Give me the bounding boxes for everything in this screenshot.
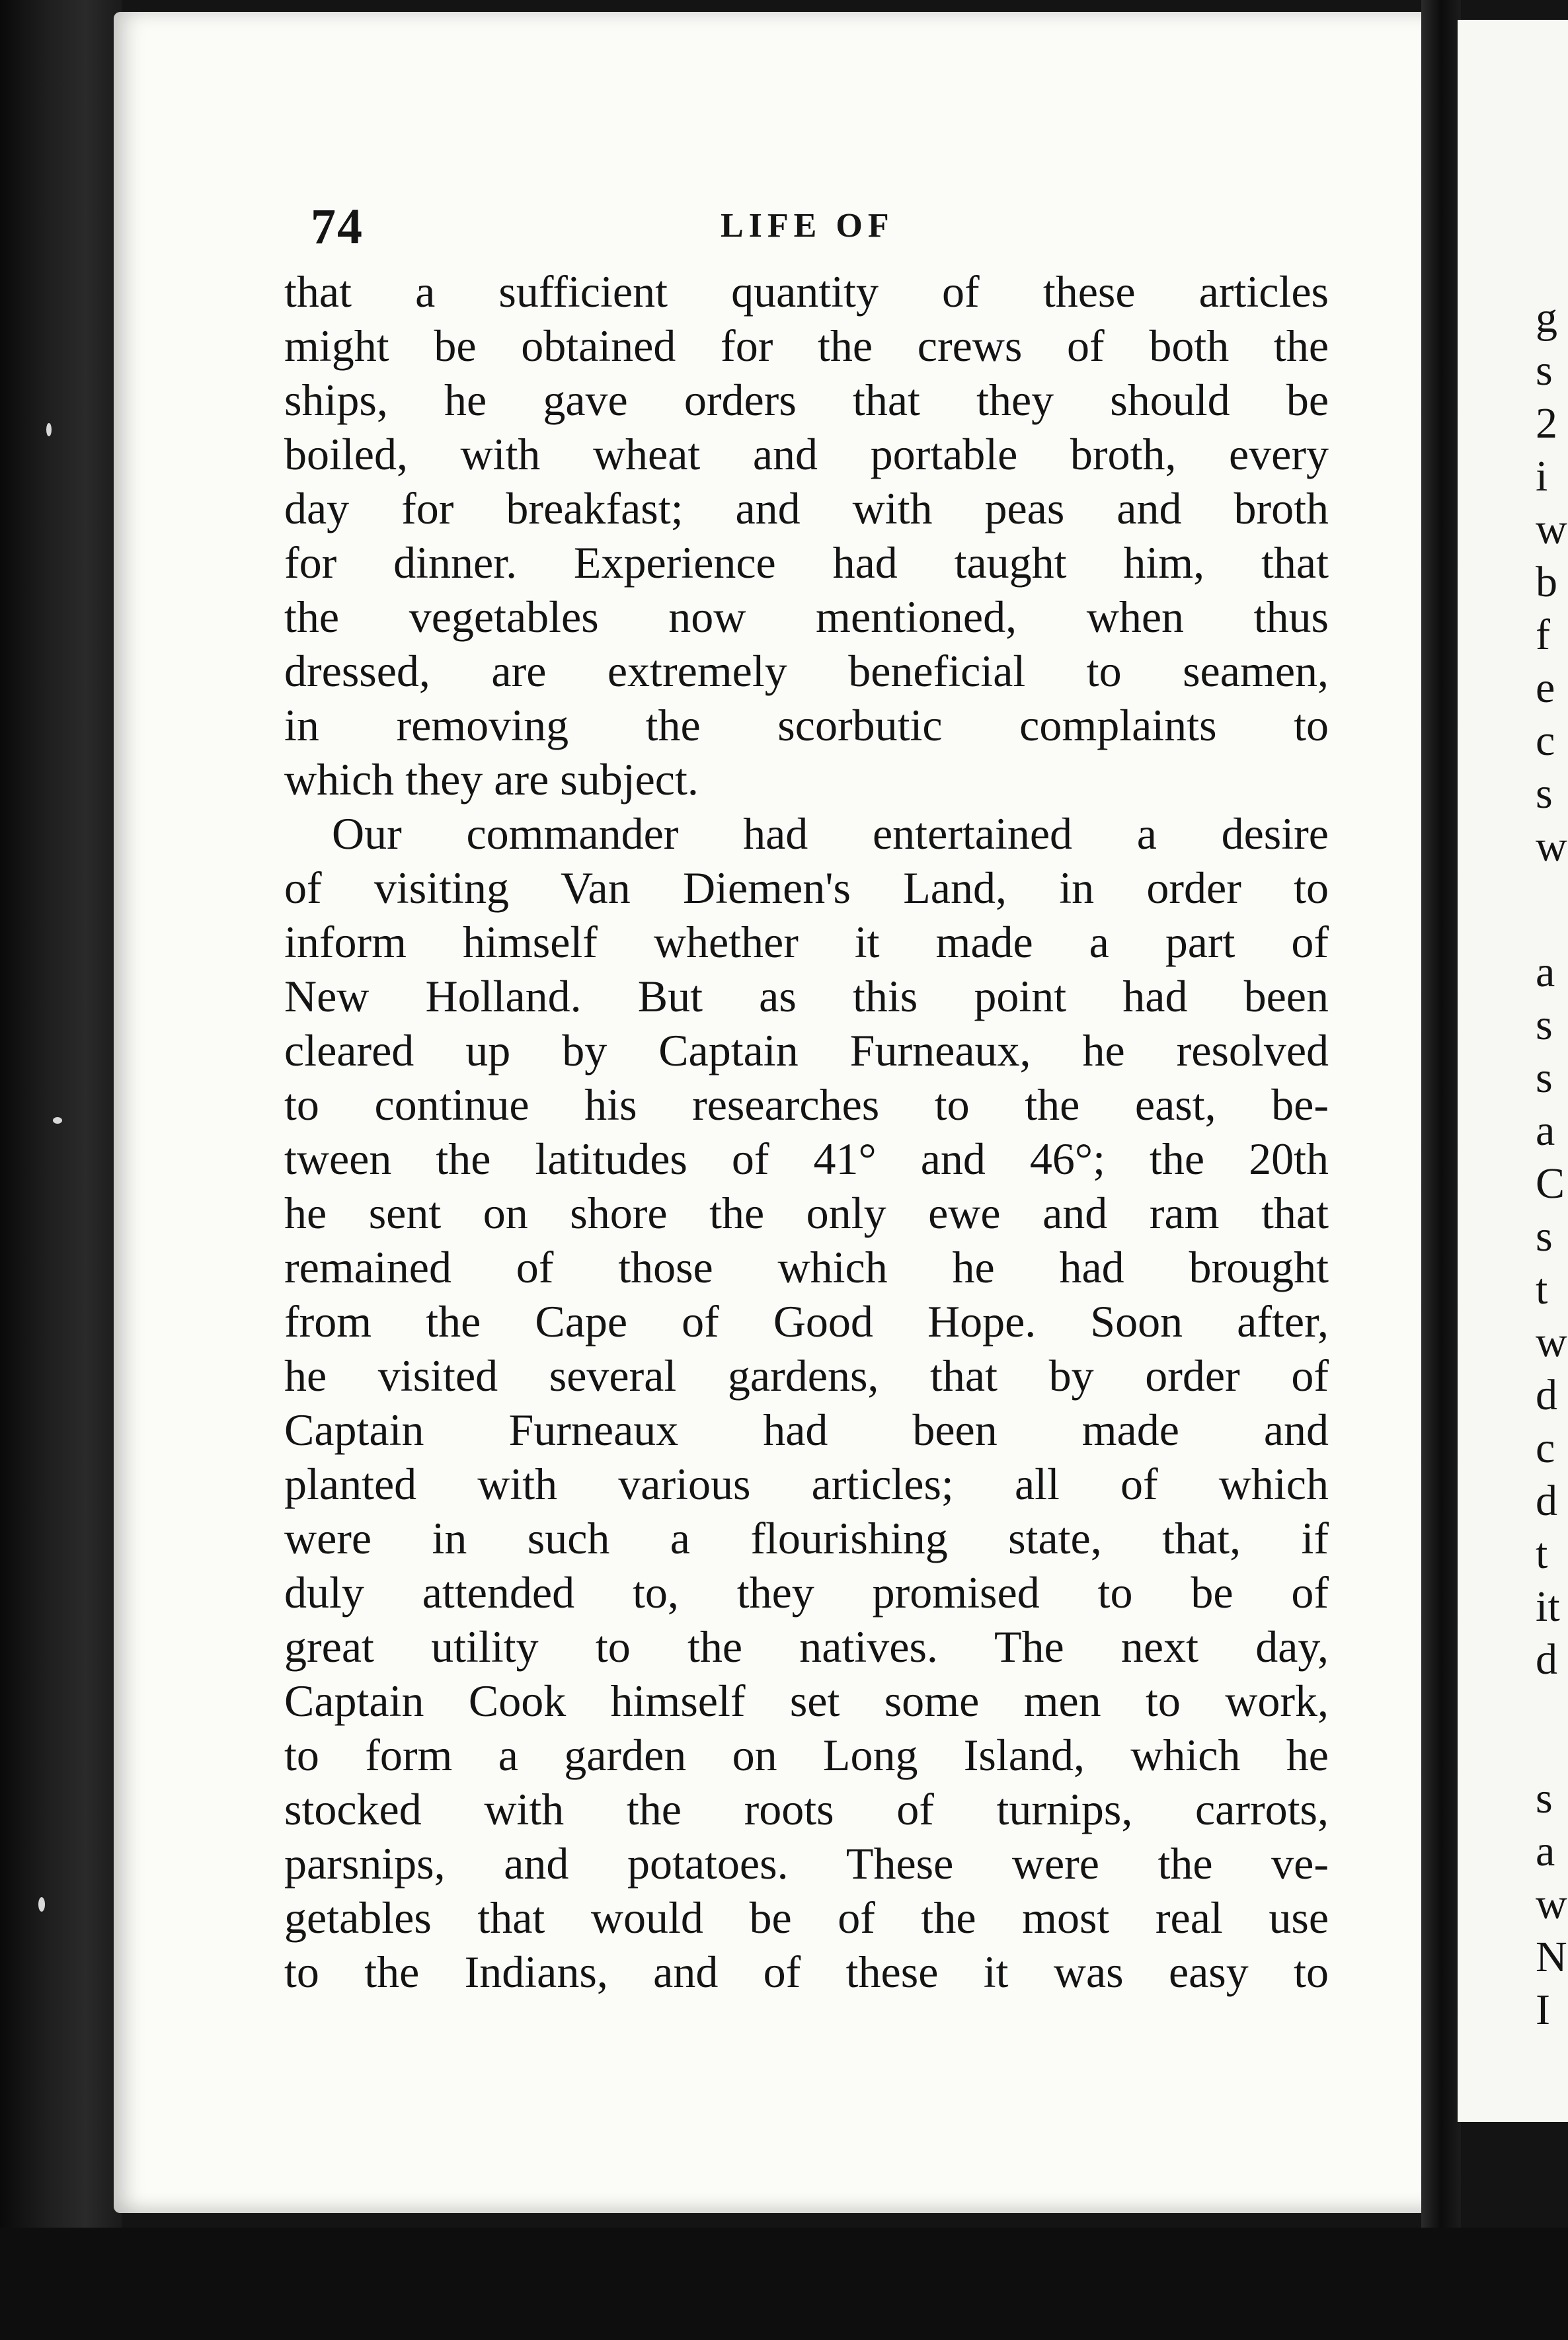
text-line: the vegetables now mentioned, when thus xyxy=(284,592,1329,642)
facing-page-fragment: s xyxy=(1536,1212,1553,1261)
facing-page-fragment: it xyxy=(1536,1582,1560,1631)
text-line: that a sufficient quantity of these articles xyxy=(284,266,1329,317)
page-gutter xyxy=(1421,0,1461,2340)
facing-page-fragment: i xyxy=(1536,452,1548,500)
facing-page-fragment: e xyxy=(1536,664,1555,712)
facing-page-fragment: w xyxy=(1536,505,1567,553)
text-line: for dinner. Experience had taught him, that xyxy=(284,537,1329,588)
text-line: getables that would be of the most real use xyxy=(284,1892,1329,1943)
text-line: which they are subject. xyxy=(284,754,699,804)
facing-page-fragment: a xyxy=(1536,948,1555,996)
text-line: might be obtained for the crews of both the xyxy=(284,321,1329,371)
text-line: New Holland. But as this point had been xyxy=(284,971,1329,1021)
facing-page-fragment: c xyxy=(1536,717,1555,765)
scan-background-bottom xyxy=(0,2228,1568,2340)
facing-page-fragment: d xyxy=(1536,1477,1557,1525)
facing-page-edge xyxy=(1458,20,1568,2122)
text-line: duly attended to, they promised to be of xyxy=(284,1567,1329,1618)
text-line: of visiting Van Diemen's Land, in order to xyxy=(284,863,1329,913)
facing-page-fragment: d xyxy=(1536,1635,1557,1684)
facing-page-fragment: s xyxy=(1536,769,1553,818)
facing-page-fragment: t xyxy=(1536,1265,1548,1313)
facing-page-fragment: b xyxy=(1536,558,1557,606)
text-line: were in such a flourishing state, that, if xyxy=(284,1513,1329,1563)
facing-page-fragment: N xyxy=(1536,1933,1567,1981)
facing-page-fragment: s xyxy=(1536,346,1553,395)
text-line: to form a garden on Long Island, which he xyxy=(284,1730,1329,1780)
text-line: cleared up by Captain Furneaux, he resolved xyxy=(284,1025,1329,1075)
facing-page-fragment: w xyxy=(1536,1318,1567,1366)
text-line: dressed, are extremely beneficial to seamen, xyxy=(284,646,1329,696)
facing-page-fragment: s xyxy=(1536,1001,1553,1049)
book-binding-shadow xyxy=(0,0,122,2340)
binding-speck xyxy=(46,423,52,436)
facing-page-fragment: f xyxy=(1536,611,1550,659)
text-line: inform himself whether it made a part of xyxy=(284,917,1329,967)
text-line: day for breakfast; and with peas and broth xyxy=(284,483,1329,533)
binding-speck xyxy=(53,1117,62,1124)
facing-page-fragment: 2 xyxy=(1536,399,1557,448)
text-line: boiled, with wheat and portable broth, every xyxy=(284,429,1329,479)
facing-page-fragment: d xyxy=(1536,1371,1557,1419)
text-line: Captain Furneaux had been made and xyxy=(284,1405,1329,1455)
facing-page-fragment: w xyxy=(1536,1880,1567,1928)
text-line: he visited several gardens, that by order of xyxy=(284,1350,1329,1401)
text-line: to the Indians, and of these it was easy to xyxy=(284,1947,1329,1997)
text-line: remained of those which he had brought xyxy=(284,1242,1329,1292)
binding-speck xyxy=(38,1897,45,1912)
facing-page-fragment: c xyxy=(1536,1424,1555,1472)
text-line: stocked with the roots of turnips, carrots, xyxy=(284,1784,1329,1834)
facing-page-fragment: I xyxy=(1536,1986,1550,2034)
text-line: tween the latitudes of 41° and 46°; the 20th xyxy=(284,1134,1329,1184)
paragraph-start-line: Our commander had entertained a desire xyxy=(332,808,1329,859)
text-line: from the Cape of Good Hope. Soon after, xyxy=(284,1296,1329,1346)
text-line: ships, he gave orders that they should be xyxy=(284,375,1329,425)
running-head xyxy=(311,198,1335,258)
text-line: Captain Cook himself set some men to work, xyxy=(284,1676,1329,1726)
facing-page-fragment: s xyxy=(1536,1774,1553,1822)
facing-page-fragment: a xyxy=(1536,1827,1555,1875)
facing-page-fragment: g xyxy=(1536,293,1557,342)
facing-page-fragment: w xyxy=(1536,822,1567,871)
text-line: in removing the scorbutic complaints to xyxy=(284,700,1329,750)
facing-page-fragment: s xyxy=(1536,1054,1553,1102)
text-line: to continue his researches to the east, be- xyxy=(284,1079,1329,1130)
text-line: great utility to the natives. The next day, xyxy=(284,1621,1329,1672)
facing-page-fragment: a xyxy=(1536,1107,1555,1155)
body-text xyxy=(284,264,1329,1999)
text-line: he sent on shore the only ewe and ram that xyxy=(284,1188,1329,1238)
page-number: 74 xyxy=(311,199,364,254)
text-line: planted with various articles; all of which xyxy=(284,1459,1329,1509)
running-head-title: LIFE OF xyxy=(721,207,894,245)
text-line: parsnips, and potatoes. These were the ve- xyxy=(284,1838,1329,1889)
facing-page-fragment: C xyxy=(1536,1159,1565,1208)
facing-page-fragment: t xyxy=(1536,1530,1548,1578)
